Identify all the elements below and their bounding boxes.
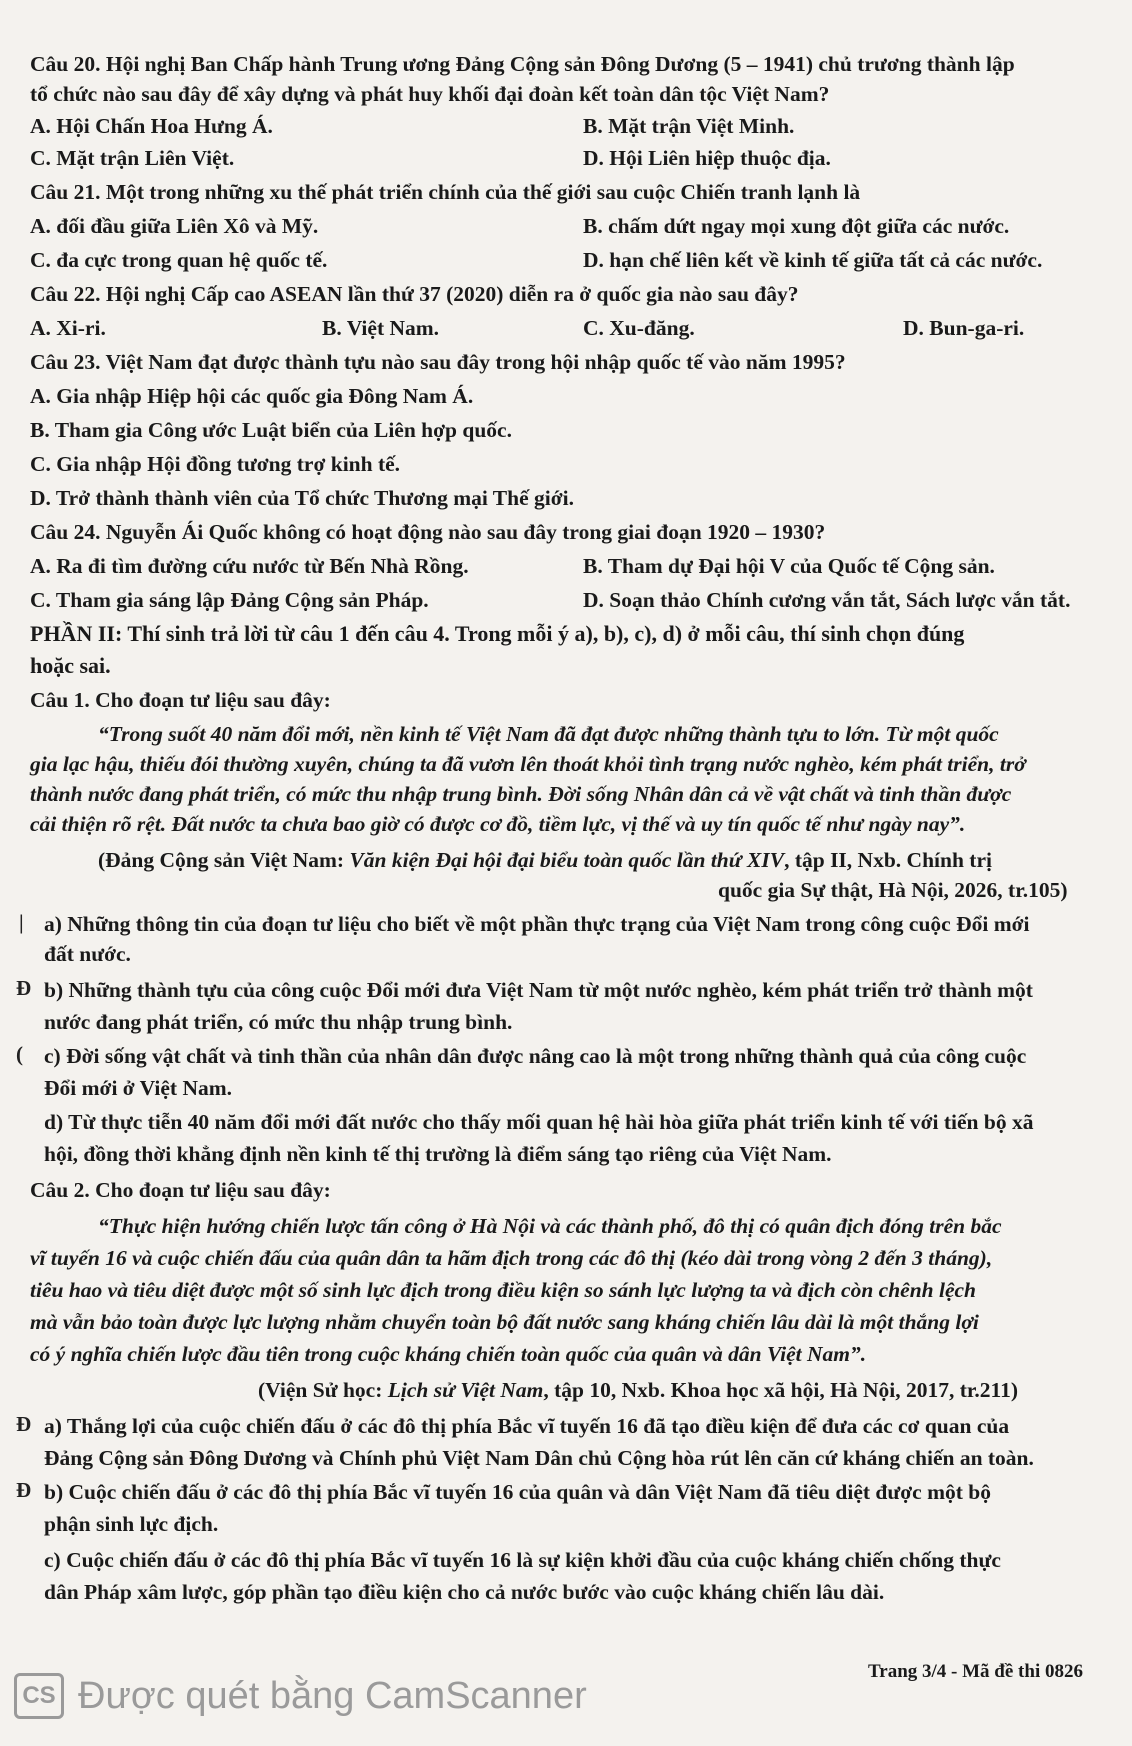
- c2-quote-line4: mà vẫn bảo toàn được lực lượng nhằm chuyển toàn bộ đất nước sang kháng chiến lâu dài là một thắng lợi: [30, 1310, 979, 1334]
- q20-option-c: C. Mặt trận Liên Việt.: [30, 146, 235, 170]
- handwritten-mark: (: [16, 1042, 23, 1066]
- q24-option-b: B. Tham dự Đại hội V của Quốc tế Cộng sản.: [583, 554, 995, 578]
- q21-line1: Câu 21. Một trong những xu thế phát triển chính của thế giới sau cuộc Chiến tranh lạnh là: [30, 180, 861, 204]
- q20-label: Câu 20.: [30, 52, 101, 76]
- c2-item-c-line2: dân Pháp xâm lược, góp phần tạo điều kiện cho cả nước bước vào cuộc kháng chiến lâu dài.: [44, 1580, 885, 1604]
- handwritten-mark: Đ: [16, 1478, 32, 1502]
- c1-item-d-line2: hội, đồng thời khẳng định nền kinh tế thị trường là điểm sáng tạo riêng của Việt Nam.: [44, 1142, 832, 1166]
- q22-option-a: A. Xi-ri.: [30, 316, 106, 340]
- c2-item-a-line1: a) Thắng lợi của cuộc chiến đấu ở các đô thị phía Bắc vĩ tuyến 16 đã tạo điều kiện để đưa các cơ quan của: [44, 1414, 1010, 1438]
- q20-line1: Câu 20. Hội nghị Ban Chấp hành Trung ương Đảng Cộng sản Đông Dương (5 – 1941) chủ trương thành lập: [30, 52, 1015, 76]
- c1-item-a-line1: a) Những thông tin của đoạn tư liệu cho biết về một phần thực trạng của Việt Nam trong công cuộc Đổi mới: [44, 912, 1030, 936]
- c2-quote-line5: có ý nghĩa chiến lược đầu tiên trong cuộc kháng chiến toàn quốc của quân và dân Việt Nam”.: [30, 1342, 867, 1366]
- c2-intro: Câu 2. Cho đoạn tư liệu sau đây:: [30, 1178, 331, 1202]
- camscanner-logo-icon: CS: [14, 1673, 64, 1719]
- c1-intro: Câu 1. Cho đoạn tư liệu sau đây:: [30, 688, 331, 712]
- q21-option-a: A. đối đầu giữa Liên Xô và Mỹ.: [30, 214, 319, 238]
- c1-source-line2: quốc gia Sự thật, Hà Nội, 2026, tr.105): [718, 878, 1068, 902]
- c2-item-b-line1: b) Cuộc chiến đấu ở các đô thị phía Bắc vĩ tuyến 16 của quân và dân Việt Nam đã tiêu diệt được một bộ: [44, 1480, 991, 1504]
- q24-option-d: D. Soạn thảo Chính cương vắn tắt, Sách lược vắn tắt.: [583, 588, 1071, 612]
- q20-option-b: B. Mặt trận Việt Minh.: [583, 114, 795, 138]
- q20-option-d: D. Hội Liên hiệp thuộc địa.: [583, 146, 831, 170]
- c2-item-b-line2: phận sinh lực địch.: [44, 1512, 219, 1536]
- c1-quote-line4: cải thiện rõ rệt. Đất nước ta chưa bao giờ có được cơ đồ, tiềm lực, vị thế và uy tín quốc tế như ngày nay”.: [30, 812, 966, 836]
- q21-option-b: B. chấm dứt ngay mọi xung đột giữa các nước.: [583, 214, 1010, 238]
- c1-item-c-line1: c) Đời sống vật chất và tinh thần của nhân dân được nâng cao là một trong những thành quả của công cuộc: [44, 1044, 1027, 1068]
- q23-option-d: D. Trở thành thành viên của Tổ chức Thương mại Thế giới.: [30, 486, 575, 510]
- q22-line1: Câu 22. Hội nghị Cấp cao ASEAN lần thứ 37 (2020) diễn ra ở quốc gia nào sau đây?: [30, 282, 799, 306]
- handwritten-mark: Đ: [16, 976, 32, 1000]
- q22-option-c: C. Xu-đăng.: [583, 316, 695, 340]
- page-info: Trang 3/4 - Mã đề thi 0826: [868, 1661, 1083, 1682]
- c1-item-b-line2: nước đang phát triển, có mức thu nhập trung bình.: [44, 1010, 513, 1034]
- q21-option-d: D. hạn chế liên kết về kinh tế giữa tất cả các nước.: [583, 248, 1043, 272]
- c2-source: (Viện Sử học: Lịch sử Việt Nam, tập 10, Nxb. Khoa học xã hội, Hà Nội, 2017, tr.211): [258, 1378, 1019, 1402]
- q24-option-a: A. Ra đi tìm đường cứu nước từ Bến Nhà Rồng.: [30, 554, 469, 578]
- c1-quote-line2: gia lạc hậu, thiếu đói thường xuyên, chúng ta đã vươn lên thoát khỏi tình trạng nước nghèo, kém phát triển, trở: [30, 752, 1026, 776]
- c2-item-c-line1: c) Cuộc chiến đấu ở các đô thị phía Bắc vĩ tuyến 16 là sự kiện khởi đầu của cuộc kháng chiến chống thực: [44, 1548, 1001, 1572]
- part2-heading-line2: hoặc sai.: [30, 653, 111, 678]
- q20-line2: tổ chức nào sau đây để xây dựng và phát huy khối đại đoàn kết toàn dân tộc Việt Nam?: [30, 82, 830, 106]
- q23-option-c: C. Gia nhập Hội đồng tương trợ kinh tế.: [30, 452, 401, 476]
- q24-line1: Câu 24. Nguyễn Ái Quốc không có hoạt động nào sau đây trong giai đoạn 1920 – 1930?: [30, 520, 826, 544]
- c1-source-line1: (Đảng Cộng sản Việt Nam: Văn kiện Đại hội đại biểu toàn quốc lần thứ XIV, tập II, Nxb. Chính trị: [98, 848, 992, 872]
- c1-quote-line3: thành nước đang phát triển, có mức thu nhập trung bình. Đời sống Nhân dân cả về vật chất và tinh thần được: [30, 782, 1012, 806]
- q22-option-b: B. Việt Nam.: [322, 316, 440, 340]
- c1-quote-line1: “Trong suốt 40 năm đổi mới, nền kinh tế Việt Nam đã đạt được những thành tựu to lớn. Từ một quốc: [98, 722, 999, 746]
- q20-option-a: A. Hội Chấn Hoa Hưng Á.: [30, 114, 273, 138]
- handwritten-mark: Đ: [16, 1412, 32, 1436]
- q23-option-b: B. Tham gia Công ước Luật biển của Liên hợp quốc.: [30, 418, 512, 442]
- c1-item-d-line1: d) Từ thực tiễn 40 năm đổi mới đất nước cho thấy mối quan hệ hài hòa giữa phát triển kinh tế với tiến bộ xã: [44, 1110, 1034, 1134]
- c2-quote-line1: “Thực hiện hướng chiến lược tấn công ở Hà Nội và các thành phố, đô thị có quân địch đóng trên bắc: [98, 1214, 1002, 1238]
- q23-option-a: A. Gia nhập Hiệp hội các quốc gia Đông Nam Á.: [30, 384, 474, 408]
- q22-option-d: D. Bun-ga-ri.: [903, 316, 1025, 340]
- camscanner-watermark: [14, 1673, 587, 1719]
- camscanner-text: Được quét bằng CamScanner: [78, 1675, 587, 1717]
- c1-item-b-line1: b) Những thành tựu của công cuộc Đổi mới đưa Việt Nam từ một nước nghèo, kém phát triển trở thành một: [44, 978, 1033, 1002]
- c2-quote-line2: vĩ tuyến 16 và cuộc chiến đấu của quân dân ta hãm địch trong các đô thị (kéo dài trong vòng 2 đến 3 tháng),: [30, 1246, 993, 1270]
- q21-option-c: C. đa cực trong quan hệ quốc tế.: [30, 248, 328, 272]
- c2-item-a-line2: Đảng Cộng sản Đông Dương và Chính phủ Việt Nam Dân chủ Cộng hòa rút lên căn cứ kháng chiến an toàn.: [44, 1446, 1034, 1470]
- c2-quote-line3: tiêu hao và tiêu diệt được một số sinh lực địch trong điều kiện so sánh lực lượng ta và địch còn chênh lệch: [30, 1278, 977, 1302]
- q23-line1: Câu 23. Việt Nam đạt được thành tựu nào sau đây trong hội nhập quốc tế vào năm 1995?: [30, 350, 846, 374]
- c1-item-c-line2: Đổi mới ở Việt Nam.: [44, 1076, 233, 1100]
- handwritten-mark: |: [19, 910, 24, 934]
- q24-option-c: C. Tham gia sáng lập Đảng Cộng sản Pháp.: [30, 588, 429, 612]
- part2-heading-line1: PHẦN II: Thí sinh trả lời từ câu 1 đến câu 4. Trong mỗi ý a), b), c), d) ở mỗi câu, thí sinh chọn đúng: [30, 621, 965, 646]
- c1-item-a-line2: đất nước.: [44, 942, 131, 966]
